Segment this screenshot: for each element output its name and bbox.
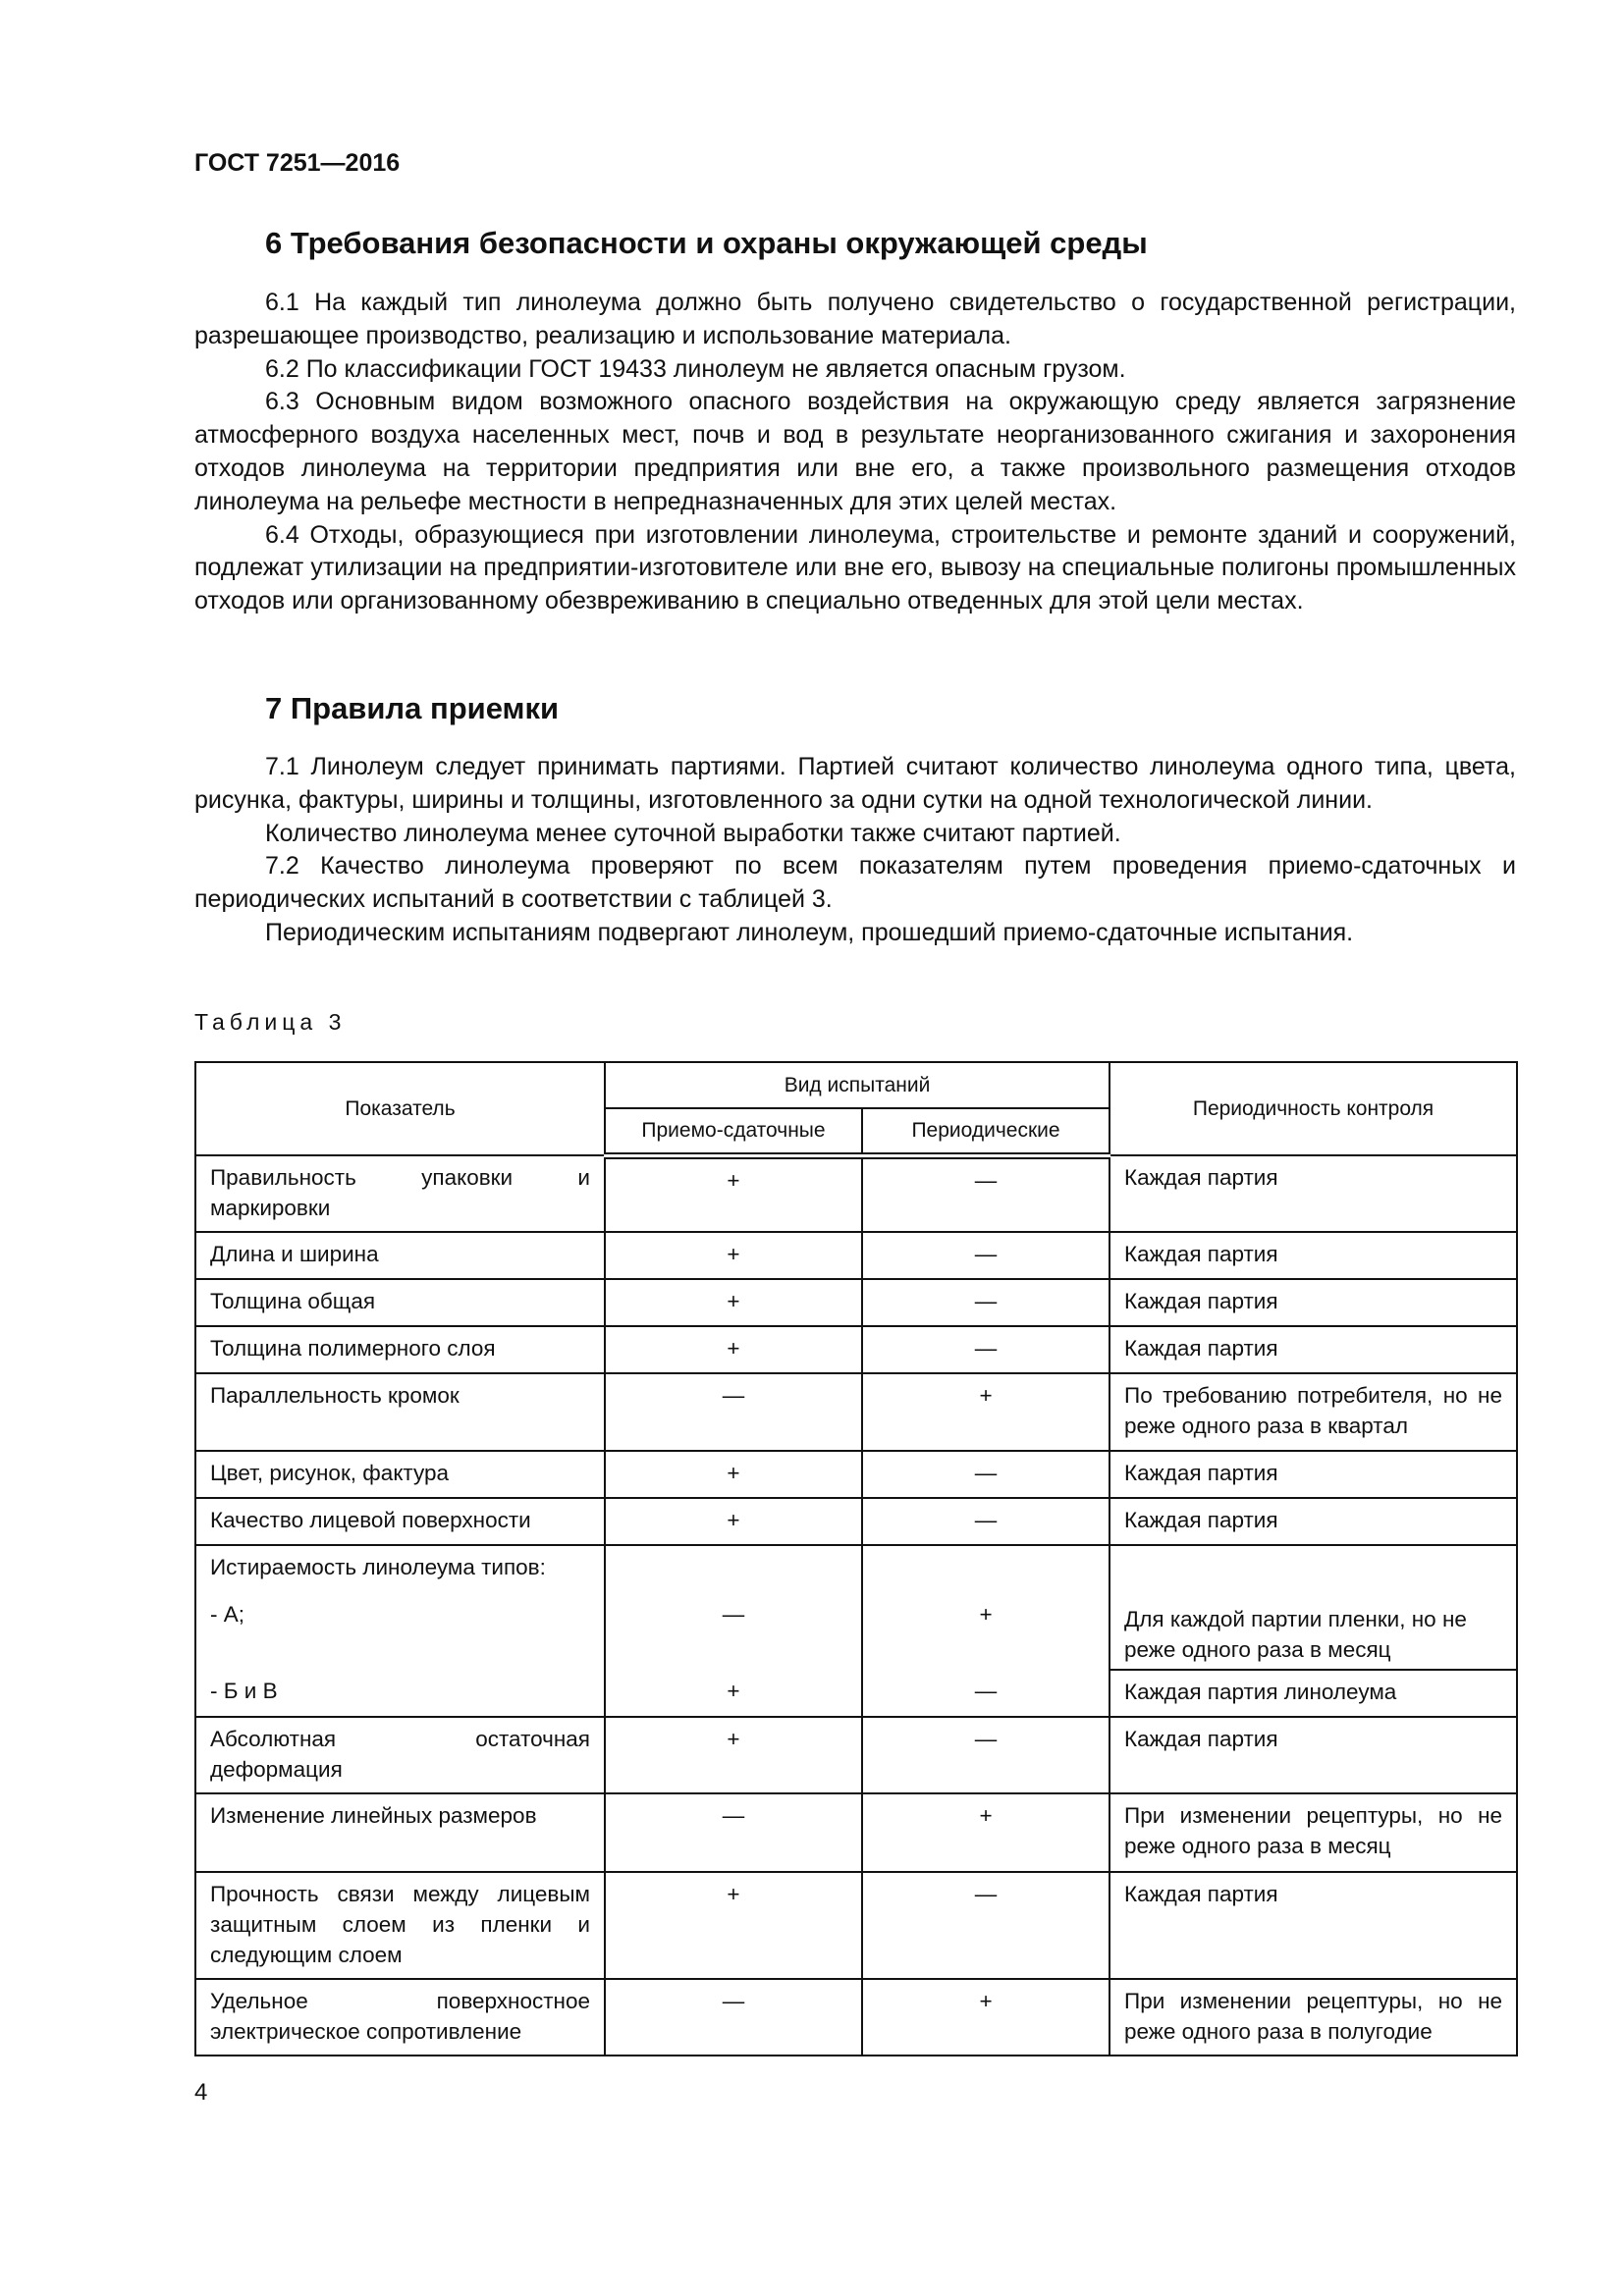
table-row <box>195 1155 1517 1232</box>
cell-indicator: Цвет, рисунок, фактура <box>195 1451 605 1498</box>
cell-periodic: — <box>862 1451 1110 1498</box>
header-acceptance: Приемо-сдаточные <box>605 1108 862 1155</box>
header-indicator: Показатель <box>195 1062 605 1155</box>
cell-frequency: Каждая партия <box>1110 1717 1517 1793</box>
cell-acceptance: + <box>605 1670 862 1717</box>
paragraph: 6.3 Основным видом возможного опасного воздействия на окружающую среду является загрязнение атмосферного воздуха населенных мест, почв и вод в результате неорганизованного сжигания и захоронения отходов линолеума на территории предприятия или вне его, а также произвольного размещения отходов линолеума на рельефе местности в непредназначенных для этих целей местах. <box>194 388 1516 515</box>
header-test-type: Вид испытаний <box>605 1062 1110 1108</box>
table-row <box>195 1451 1517 1498</box>
cell-acceptance: + <box>605 1155 862 1232</box>
table-row <box>195 1793 1517 1872</box>
cell-indicator: Удельное поверхностное электрическое сопротивление <box>195 1979 605 2056</box>
header-periodic: Периодические <box>862 1108 1110 1155</box>
cell-indicator: Длина и ширина <box>195 1232 605 1279</box>
paragraph: Количество линолеума менее суточной выработки также считают партией. <box>265 819 1121 847</box>
page-number: 4 <box>194 2079 208 2106</box>
paragraph: 6.4 Отходы, образующиеся при изготовлении линолеума, строительстве и ремонте зданий и сооружений, подлежат утилизации на предприятии-изготовителе или вне его, вывозу на специальные полигоны промышленных отходов или организованному обезвреживанию в специально отведенных для этой цели местах. <box>194 520 1516 615</box>
paragraph: 6.1 На каждый тип линолеума должно быть получено свидетельство о государственной регистрации, разрешающее производство, реализацию и использование материала. <box>194 289 1516 349</box>
cell-periodic: — <box>862 1717 1110 1793</box>
cell-frequency: Каждая партия линолеума <box>1110 1670 1517 1717</box>
cell-indicator: - Б и В <box>195 1670 605 1717</box>
abrasion-a-acc: — <box>722 1602 745 1627</box>
cell-indicator: Параллельность кромок <box>195 1373 605 1451</box>
table-row <box>195 1872 1517 1979</box>
cell-indicator: Толщина полимерного слоя <box>195 1326 605 1373</box>
paragraph: 7.1 Линолеум следует принимать партиями. Партией считают количество линолеума одного типа, цвета, рисунка, фактуры, ширины и толщины, изготовленного за одни сутки на одной технологической линии. <box>194 753 1516 814</box>
paragraph: 7.2 Качество линолеума проверяют по всем показателям путем проведения приемо-сдаточных и периодических испытаний в соответствии с таблицей 3. <box>194 852 1516 914</box>
cell-periodic: — <box>862 1498 1110 1545</box>
table-row <box>195 1326 1517 1373</box>
table-row <box>195 1545 1517 1670</box>
cell-periodic: — <box>862 1670 1110 1717</box>
table-row <box>195 1232 1517 1279</box>
cell-frequency: Каждая партия <box>1110 1451 1517 1498</box>
table-row <box>195 1498 1517 1545</box>
cell-indicator: Изменение линейных размеров <box>195 1793 605 1872</box>
cell-periodic: + <box>862 1373 1110 1451</box>
table-3 <box>194 1061 1518 2056</box>
table-caption: Таблица 3 <box>194 1009 347 1035</box>
cell-frequency: Каждая партия <box>1110 1279 1517 1326</box>
cell-frequency: Каждая партия <box>1110 1155 1517 1232</box>
cell-indicator: Абсолютная остаточная деформация <box>195 1717 605 1793</box>
cell-indicator: Правильность упаковки и маркировки <box>195 1155 605 1232</box>
section-6-title: 6 Требования безопасности и охраны окружающей среды <box>265 226 1148 260</box>
cell-acceptance: + <box>605 1717 862 1793</box>
cell-acceptance: — <box>605 1979 862 2056</box>
cell-indicator: Качество лицевой поверхности <box>195 1498 605 1545</box>
cell-periodic: + <box>862 1979 1110 2056</box>
table-row <box>195 1979 1517 2056</box>
cell-periodic: — <box>862 1232 1110 1279</box>
cell-periodic <box>862 1545 1110 1670</box>
cell-frequency: Каждая партия <box>1110 1872 1517 1979</box>
cell-periodic: — <box>862 1155 1110 1232</box>
cell-frequency: Каждая партия <box>1110 1326 1517 1373</box>
section-7-title: 7 Правила приемки <box>265 691 560 725</box>
abrasion-a: - А; <box>210 1602 245 1627</box>
document-header: ГОСТ 7251—2016 <box>194 149 401 177</box>
header-frequency: Периодичность контроля <box>1110 1062 1517 1155</box>
cell-periodic: — <box>862 1872 1110 1979</box>
cell-acceptance: + <box>605 1451 862 1498</box>
abrasion-a-per: + <box>979 1602 993 1627</box>
cell-frequency: Каждая партия <box>1110 1232 1517 1279</box>
paragraph: Периодическим испытаниям подвергают линолеум, прошедший приемо-сдаточные испытания. <box>265 918 1354 946</box>
cell-indicator <box>195 1545 605 1670</box>
cell-acceptance: + <box>605 1498 862 1545</box>
cell-acceptance: — <box>605 1373 862 1451</box>
cell-acceptance: + <box>605 1279 862 1326</box>
cell-frequency: Каждая партия <box>1110 1498 1517 1545</box>
cell-periodic: + <box>862 1793 1110 1872</box>
table-row <box>195 1670 1517 1717</box>
table-row <box>195 1717 1517 1793</box>
table-row <box>195 1279 1517 1326</box>
cell-frequency: При изменении рецептуры, но не реже одного раза в месяц <box>1110 1793 1517 1872</box>
section-7-text <box>194 751 1516 950</box>
cell-frequency: По требованию потребителя, но не реже одного раза в квартал <box>1110 1373 1517 1451</box>
cell-periodic: — <box>862 1326 1110 1373</box>
cell-indicator: Прочность связи между лицевым защитным слоем из пленки и следующим слоем <box>195 1872 605 1979</box>
cell-indicator: Толщина общая <box>195 1279 605 1326</box>
cell-frequency: При изменении рецептуры, но не реже одного раза в полугодие <box>1110 1979 1517 2056</box>
cell-acceptance: + <box>605 1232 862 1279</box>
paragraph: 6.2 По классификации ГОСТ 19433 линолеум не является опасным грузом. <box>265 354 1126 383</box>
cell-periodic: — <box>862 1279 1110 1326</box>
cell-acceptance: + <box>605 1872 862 1979</box>
table-row <box>195 1373 1517 1451</box>
cell-frequency: Для каждой партии пленки, но не реже одного раза в месяц <box>1110 1545 1517 1670</box>
section-6-text <box>194 287 1516 618</box>
cell-acceptance: — <box>605 1793 862 1872</box>
abrasion-title: Истираемость линолеума типов: <box>210 1555 546 1579</box>
cell-acceptance <box>605 1545 862 1670</box>
cell-acceptance: + <box>605 1326 862 1373</box>
